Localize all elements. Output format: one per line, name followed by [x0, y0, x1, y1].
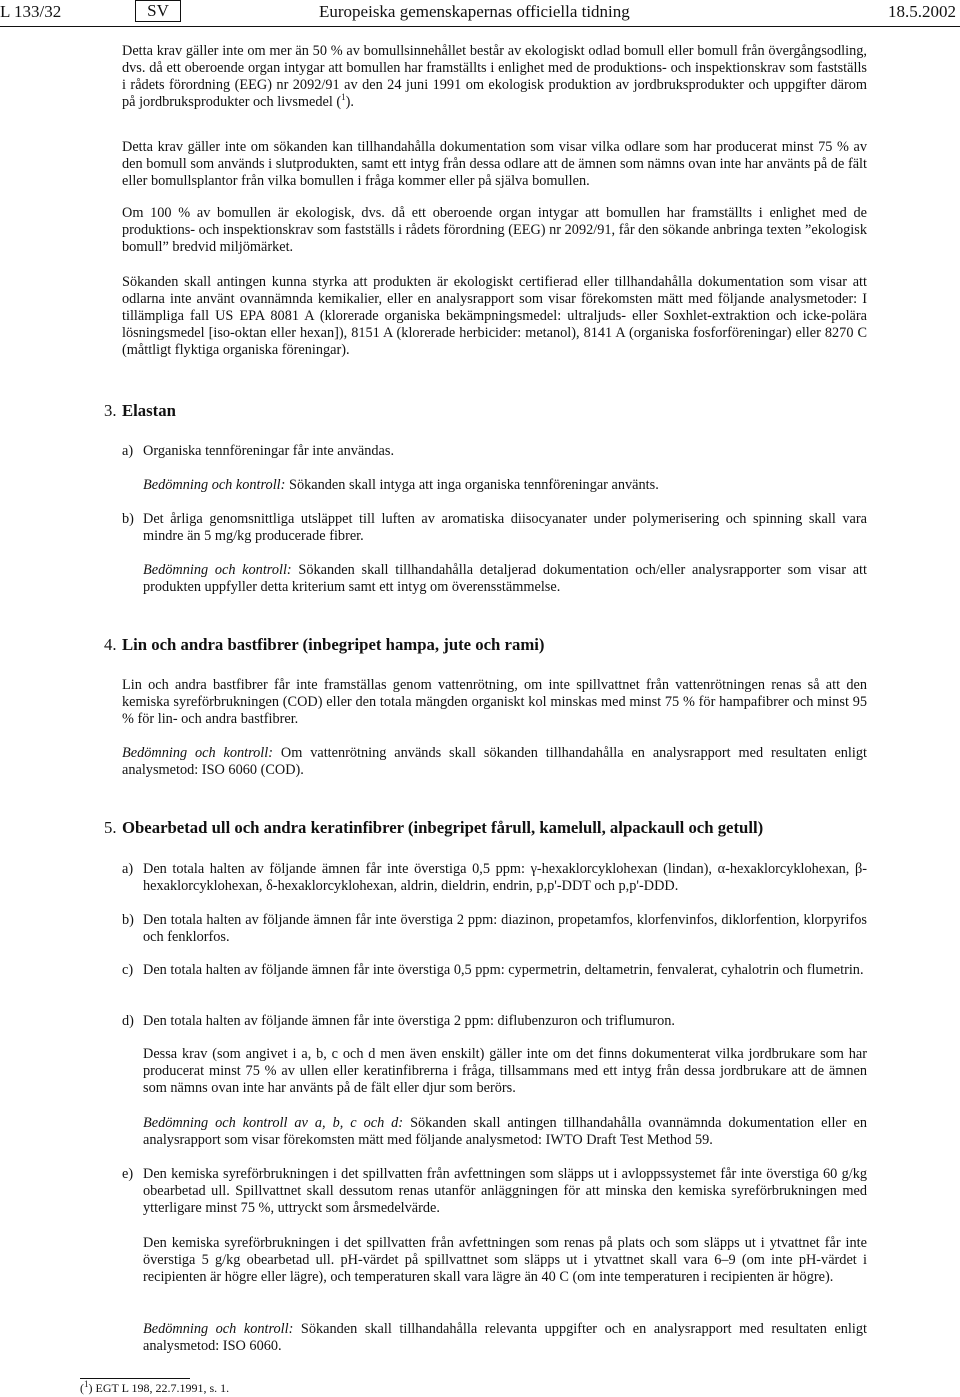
section-3-heading: 3. Elastan: [104, 401, 176, 420]
section-5-item-d: d) Den totala halten av följande ämnen får inte överstiga 2 ppm: diflubenzuron och triflumuron.: [122, 1013, 675, 1029]
footnote: ($^1$) EGT L 198, 22.7.1991, s. 1.: [80, 1379, 230, 1395]
section-5-e-assessment: Bedömning och kontroll: Sökanden skall tillhandahålla relevanta uppgifter och en analysrapport med resultaten enligt analysmetod: ISO 6060.: [143, 1321, 867, 1354]
section-5-item-b: b) Den totala halten av följande ämnen får inte överstiga 2 ppm: diazinon, propetamfos, klorfenvinfos, diklorfention, klorpyrifos och fenklorfos.: [122, 912, 867, 945]
language-code-box: SV: [135, 0, 181, 22]
section-5-item-c: c) Den totala halten av följande ämnen får inte överstiga 0,5 ppm: cypermetrin, deltametrin, fenvalerat, cyhalotrin och flumetrin.: [122, 962, 864, 978]
section-4-paragraph: Lin och andra bastfibrer får inte framställas genom vattenrötning, om inte spillvattnet från vattenrötningen renas så att den kemiska syreförbrukningen (COD) eller den totala mängden organiskt kol minskas med minst 75 % för hampafibrer och minst 95 % för lin- och andra bastfibrer.: [122, 677, 867, 727]
section-3-item-b: b) Det årliga genomsnittliga utsläppet till luften av aromatiska diisocyanater under polymerisering och spinning skall vara mindre än 5 mg/kg producerade fibrer.: [122, 511, 867, 544]
footnote-reference[interactable]: 1: [341, 92, 346, 103]
footnote-text: EGT L 198, 22.7.1991, s. 1.: [95, 1381, 230, 1395]
intro-paragraph-1: Detta krav gäller inte om mer än 50 % av bomullsinnehållet består av ekologiskt odlad bomull eller bomull från övergångsodling, dvs. då ett oberoende organ intygar att bomullen har framställts i enlighet med de produktions- och inspektionskrav som fastställs i rådets förordning (EEG) nr 2092/91 av den 24 juni 1991 om ekologisk produktion av jordbruksprodukter och uppgifter därom på jordbruksprodukter och livsmedel ($^1$).: [122, 43, 867, 110]
footnote-marker: 1: [84, 1379, 89, 1389]
publication-date: 18.5.2002: [888, 2, 956, 21]
journal-title: Europeiska gemenskapernas officiella tidning: [319, 2, 630, 21]
section-5-d-note: Dessa krav (som angivet i a, b, c och d men även enskilt) gäller inte om det finns dokumenterat vilka jordbrukare som har producerat minst 75 % av ullen eller keratinfibrerna i fråga, tillsammans med ett intyg från dessa jordbrukare att de ämnen som nämns ovan inte har använts på de fält eller djur som berörs.: [143, 1046, 867, 1096]
page-header: [0, 0, 960, 26]
section-5-heading: 5. Obearbetad ull och andra keratinfibrer (inbegripet fårull, kamelull, alpackaull och getull): [104, 818, 764, 837]
footnote-rule: [80, 1378, 190, 1379]
section-5-abcd-assessment: Bedömning och kontroll av a, b, c och d: Sökanden skall antingen tillhandahålla ovannämnda dokumentation eller en analysrapport som visar förekomsten mätt med följande analysmetod: IWTO Draft Test Method 59.: [143, 1115, 867, 1148]
section-5-item-a: a) Den totala halten av följande ämnen får inte överstiga 0,5 ppm: γ-hexaklorcyklohexan (lindan), α-hexaklorcyklohexan, β-hexaklorcyklohexan, δ-hexaklorcyklohexan, aldrin, dieldrin, endrin, p,p'-DDT och p,p'-DDD.: [122, 861, 867, 894]
header-rule: [0, 26, 960, 27]
intro-paragraph-3: Om 100 % av bomullen är ekologisk, dvs. då ett oberoende organ intygar att bomullen har framställts i enlighet med de produktions- och inspektionskrav som fastställs i rådets förordning (EEG) nr 2092/91, får den sökande anbringa texten ”ekologisk bomull” bredvid miljömärket.: [122, 205, 867, 255]
section-4-assessment: Bedömning och kontroll: Om vattenrötning används skall sökanden tillhandahålla en analysrapport med resultaten enligt analysmetod: ISO 6060 (COD).: [122, 745, 867, 778]
section-3-a-assessment: Bedömning och kontroll: Sökanden skall intyga att inga organiska tennföreningar använts.: [143, 477, 659, 493]
section-4-heading: 4. Lin och andra bastfibrer (inbegripet hampa, jute och rami): [104, 635, 545, 654]
section-5-item-e: e) Den kemiska syreförbrukningen i det spillvatten från avfettningen som släpps ut i avloppssystemet får inte överstiga 60 g/kg obearbetad ull. Spillvattnet skall dessutom renas utanför anläggningen för att minska den kemiska syreförbrukningen med ytterligare minst 75 %, uttryckt som årsmedelvärde.: [122, 1166, 867, 1216]
page-reference: L 133/32: [0, 2, 62, 21]
section-3-b-assessment: Bedömning och kontroll: Sökanden skall tillhandahålla detaljerad dokumentation och/eller analysrapporter som visar att produkten uppfyller detta kriterium samt ett intyg om överensstämmelse.: [143, 562, 867, 595]
section-5-e-note: Den kemiska syreförbrukningen i det spillvatten från avfettningen som renas på plats och som släpps ut i ytvattnet får inte överstiga 5 g/kg obearbetad ull. pH-värdet på spillvattnet som släpps ut i ytvattnet skall vara 6–9 (om inte pH-värdet i recipienten är högre eller lägre), och temperaturen skall vara lägre än 40 C (om inte temperaturen i recipienten är högre).: [143, 1235, 867, 1285]
intro-paragraph-4: Sökanden skall antingen kunna styrka att produkten är ekologiskt certifierad eller tillhandahålla dokumentation som visar att odlarna inte använt ovannämnda kemikalier, eller en analysrapport som visar förekomsten mätt med följande analysmetoder: I tillämpliga fall US EPA 8081 A (klorerade organiska bekämpningsmedel: ultraljuds- eller Soxhlet-extraktion och icke-polära lösningsmedel [iso-oktan eller hexan]), 8151 A (klorerade herbicider: metanol), 8141 A (organiska fosforföreningar) eller 8270 C (måttligt flyktiga organiska föreningar).: [122, 274, 867, 358]
intro-paragraph-2: Detta krav gäller inte om sökanden kan tillhandahålla dokumentation som visar vilka odlare som har producerat minst 75 % av den bomull som används i slutprodukten, samt ett intyg från dessa odlare att de ämnen som nämns ovan inte har använts på de fält eller bomullsplantor från vilka bomullen i fråga kommer eller på själva bomullen.: [122, 139, 867, 189]
section-3-item-a: a) Organiska tennföreningar får inte användas.: [122, 443, 395, 459]
